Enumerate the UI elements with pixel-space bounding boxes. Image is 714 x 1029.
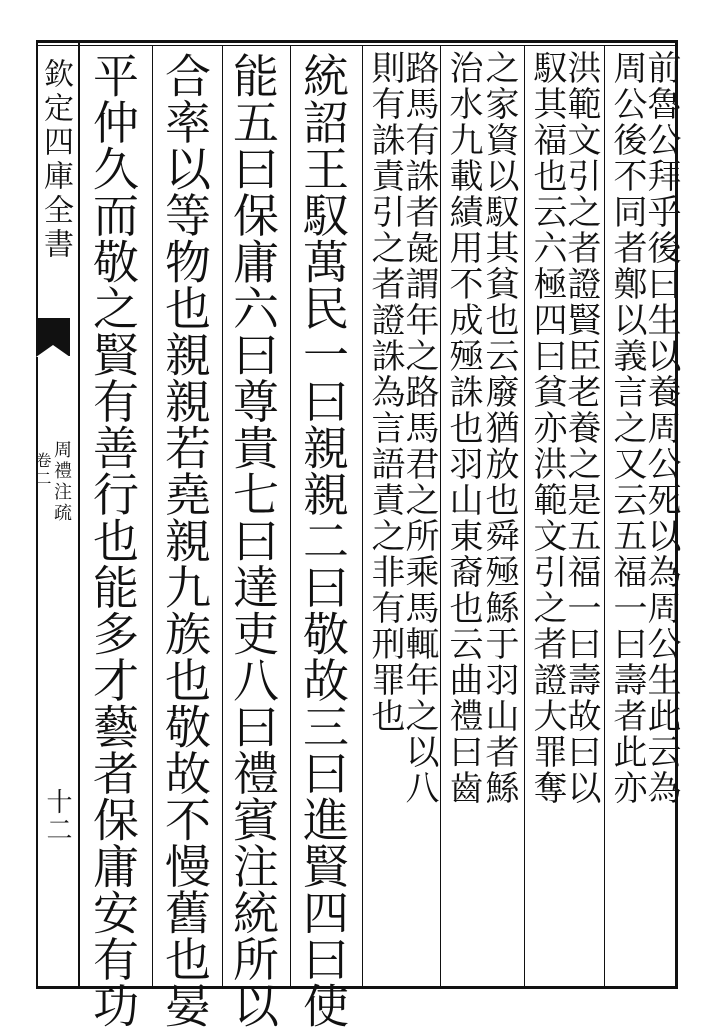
commentary-column xyxy=(442,50,522,980)
collection-title: 欽定四庫全書 xyxy=(38,58,73,262)
column-divider xyxy=(152,45,153,986)
left-border xyxy=(78,40,80,989)
column-divider xyxy=(362,45,363,986)
commentary-column xyxy=(606,50,686,980)
commentary-line: 治水九載績用不成殛誅也羽山東裔也云曲禮曰齒 xyxy=(443,50,483,806)
commentary-column xyxy=(364,50,444,980)
fish-tail-mark xyxy=(36,318,70,356)
commentary-line: 路馬有誅者彘謂年之路馬君之所乘馬輒年之以八 xyxy=(399,50,439,806)
main-text-column: 平仲久而敬之賢有善行也能多才藝者保庸安有功 xyxy=(86,52,140,1029)
commentary-line: 則有誅責引之者證誅為言語責之非有刑罪也 xyxy=(365,50,405,734)
commentary-line: 之家資以馭其貧也云廢猶放也舜殛鯀于羽山者鯀 xyxy=(479,50,519,806)
commentary-line: 馭其福也云六極四曰貧亦洪範文引之者證大罪奪 xyxy=(527,50,567,806)
commentary-line: 前魯公拜乎後曰生以養周公死以為周公生此云為 xyxy=(641,50,681,806)
main-text-column: 合率以等物也親親若堯親九族也敬故不慢舊也晏 xyxy=(158,52,212,1029)
juan-marker: 卷二 xyxy=(33,452,52,488)
commentary-line: 周公後不同者鄭以義言之又云五福一曰壽者此亦 xyxy=(607,50,647,806)
column-divider xyxy=(222,45,223,986)
top-border xyxy=(36,40,678,43)
main-text-column: 能五曰保庸六曰尊貴七曰達吏八曰禮賓注統所以 xyxy=(226,52,280,1029)
commentary-line: 洪範文引之者證賢臣老養之是五福一曰壽故曰以 xyxy=(561,50,601,806)
main-text-column: 統詔王馭萬民一曰親親二曰敬故三曰進賢四曰使 xyxy=(296,52,350,1029)
column-divider xyxy=(524,45,525,986)
column-divider xyxy=(290,45,291,986)
commentary-column xyxy=(526,50,606,980)
book-title: 周禮注疏 xyxy=(51,440,72,524)
top-border-inner xyxy=(36,45,678,46)
page-number: 十二 xyxy=(42,788,72,844)
